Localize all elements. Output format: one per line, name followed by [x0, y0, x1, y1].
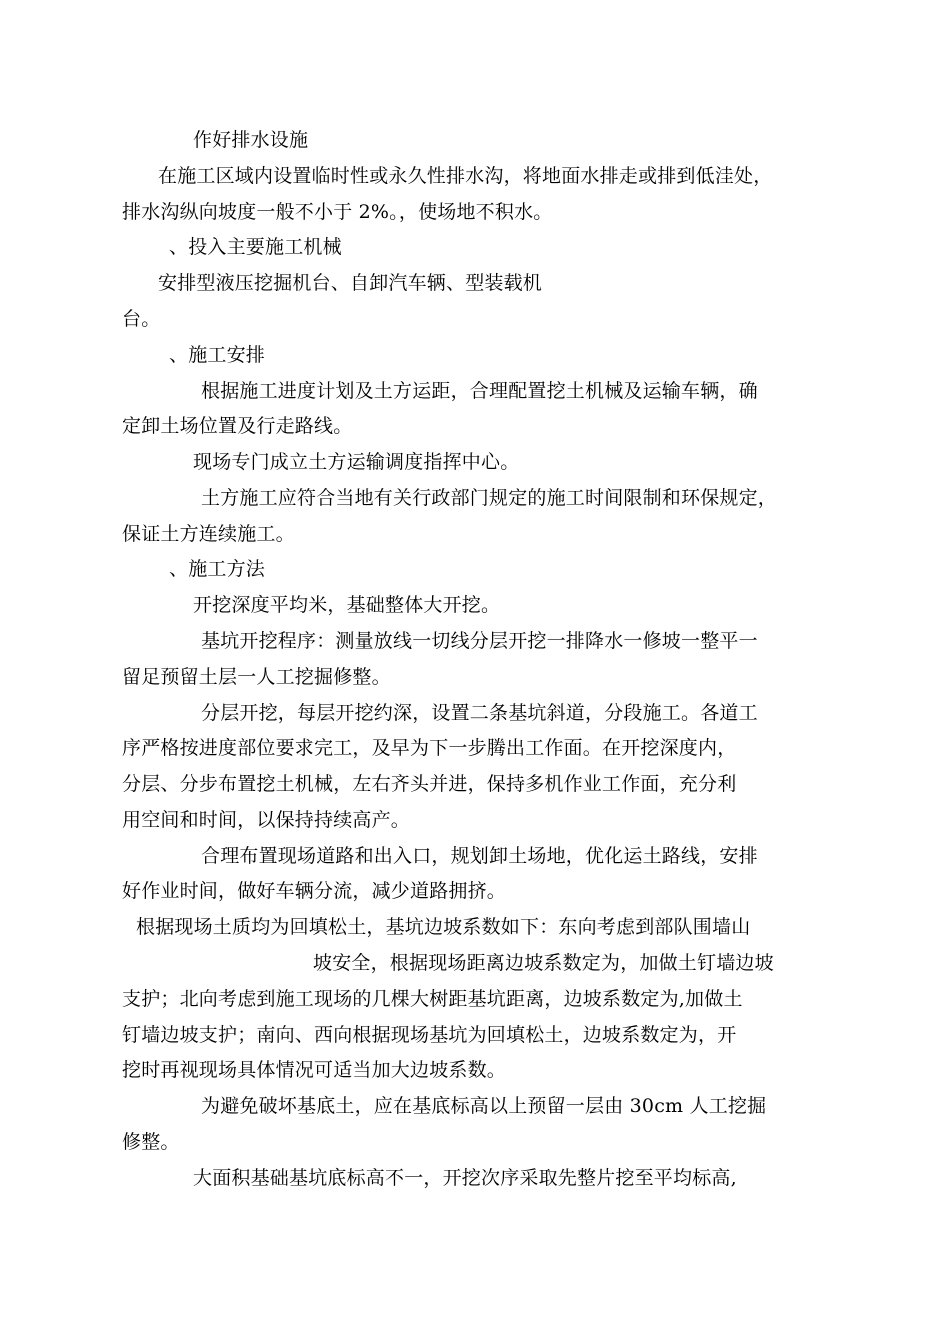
text-line: 大面积基础基坑底标高不一，开挖次序采取先整片挖至平均标高,	[193, 1167, 737, 1189]
text-line: 基坑开挖程序：测量放线一切线分层开挖一排降水一修坡一整平一	[201, 630, 758, 652]
text-line: 留足预留土层一人工挖掘修整。	[122, 666, 391, 688]
text-line: 修整。	[122, 1131, 180, 1153]
text-line: 现场专门成立土方运输调度指挥中心。	[193, 451, 520, 473]
text-line: 安排型液压挖掘机台、自卸汽车辆、型装载机	[158, 272, 543, 294]
text-line: 分层开挖，每层开挖约深，设置二条基坑斜道，分段施工。各道工	[201, 702, 758, 724]
text-line: 根据现场土质均为回填松土，基坑边坡系数如下：东向考虑到部队围墙山	[136, 916, 751, 938]
text-line: 作好排水设施	[193, 129, 309, 151]
text-line: 挖时再视现场具体情况可适当加大边坡系数。	[122, 1059, 507, 1081]
section-heading: 、投入主要施工机械	[169, 236, 342, 258]
text-line: 为避免破坏基底土，应在基底标高以上预留一层由 30cm 人工挖掘	[201, 1095, 767, 1117]
section-heading: 、施工方法	[169, 558, 266, 580]
text-line: 坡安全，根据现场距离边坡系数定为，加做土钉墙边坡	[313, 952, 774, 974]
text-line: 钉墙边坡支护；南向、西向根据现场基坑为回填松土，边坡系数定为，开	[122, 1024, 737, 1046]
text-line: 用空间和时间，以保持持续高产。	[122, 809, 411, 831]
text-line: 合理布置现场道路和出入口，规划卸土场地，优化运土路线，安排	[201, 845, 758, 867]
text-line: 开挖深度平均米，基础整体大开挖。	[193, 594, 501, 616]
text-line: 序严格按进度部位要求完工，及早为下一步腾出工作面。在开挖深度内，	[122, 737, 737, 759]
text-line: 台。	[122, 308, 161, 330]
text-line: 分层、分步布置挖土机械，左右齐头并进，保持多机作业工作面，充分利	[122, 773, 737, 795]
text-line: 排水沟纵向坡度一般不小于 2%。，使场地不积水。	[122, 201, 553, 223]
text-line: 土方施工应符合当地有关行政部门规定的施工时间限制和环保规定，	[201, 487, 778, 509]
text-line: 在施工区域内设置临时性或永久性排水沟，将地面水排走或排到低洼处，	[158, 165, 773, 187]
text-line: 好作业时间，做好车辆分流，减少道路拥挤。	[122, 880, 507, 902]
text-line: 支护；北向考虑到施工现场的几棵大树距基坑距离，边坡系数定为,加做土	[122, 988, 743, 1010]
text-line: 定卸土场位置及行走路线。	[122, 415, 353, 437]
text-line: 根据施工进度计划及土方运距，合理配置挖土机械及运输车辆，确	[201, 380, 758, 402]
section-heading: 、施工安排	[169, 344, 266, 366]
text-line: 保证土方连续施工。	[122, 523, 295, 545]
